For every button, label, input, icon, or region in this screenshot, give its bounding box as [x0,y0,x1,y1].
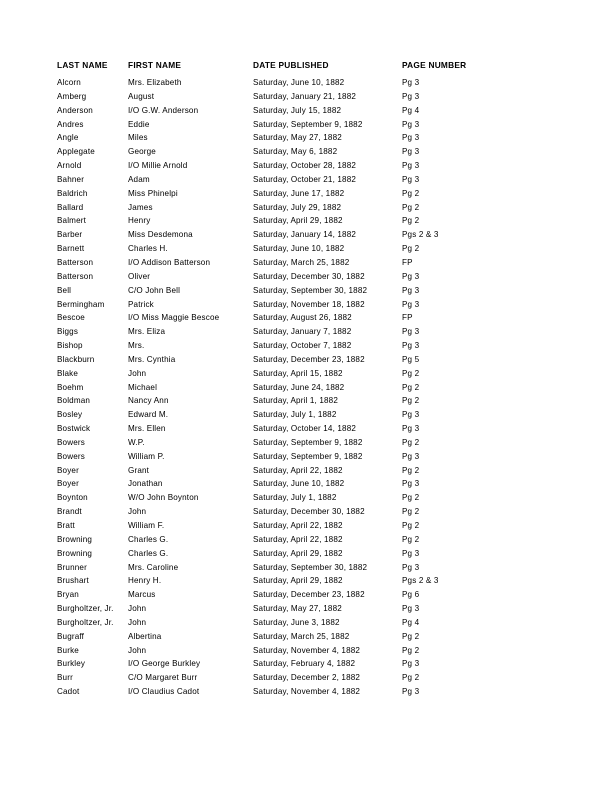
table-row [57,408,557,422]
table-row [57,270,557,284]
cell-last-name: Browning [57,548,93,558]
cell-date-published: Saturday, March 25, 1882 [253,257,350,267]
cell-date-published: Saturday, April 22, 1882 [253,465,343,475]
cell-first-name: Charles H. [128,244,168,254]
cell-last-name: Bowers [57,437,85,447]
cell-page-number: Pg 2 [402,631,420,641]
cell-first-name: John [128,645,147,655]
cell-page-number: Pg 3 [402,119,420,129]
table-row [57,90,557,104]
cell-page-number: Pg 3 [402,161,420,171]
cell-first-name: Mrs. [128,341,145,351]
cell-page-number: Pg 2 [402,188,420,198]
cell-date-published: Saturday, October 7, 1882 [253,341,352,351]
cell-page-number: Pg 3 [402,299,420,309]
cell-date-published: Saturday, December 30, 1882 [253,507,365,517]
cell-date-published: Saturday, September 30, 1882 [253,285,368,295]
cell-page-number: Pg 3 [402,174,420,184]
cell-page-number: Pg 3 [402,410,420,420]
table-row [57,519,557,533]
cell-page-number: Pg 3 [402,271,420,281]
cell-first-name: James [128,202,153,212]
cell-first-name: I/O G.W. Anderson [128,105,199,115]
cell-last-name: Boldman [57,396,91,406]
cell-first-name: Mrs. Caroline [128,562,179,572]
cell-page-number: Pg 2 [402,507,420,517]
cell-date-published: Saturday, April 1, 1882 [253,396,339,406]
cell-date-published: Saturday, September 30, 1882 [253,562,368,572]
cell-last-name: Baldrich [57,188,88,198]
cell-first-name: George [128,147,156,157]
cell-page-number: Pg 2 [402,465,420,475]
cell-first-name: Henry [128,216,151,226]
cell-first-name: Michael [128,382,158,392]
cell-page-number: Pg 6 [402,590,420,600]
table-row [57,339,557,353]
table-row [57,187,557,201]
cell-last-name: Bermingham [57,299,105,309]
table-row [57,671,557,685]
cell-last-name: Boehm [57,382,84,392]
cell-page-number: Pg 2 [402,396,420,406]
cell-page-number: Pg 2 [402,645,420,655]
cell-last-name: Bugraff [57,631,85,641]
cell-last-name: Barber [57,230,83,240]
cell-first-name: Marcus [128,590,156,600]
cell-first-name: John [128,368,147,378]
cell-first-name: Jonathan [128,479,163,489]
cell-last-name: Cadot [57,687,80,697]
table-row [57,145,557,159]
table-row [57,242,557,256]
cell-page-number: Pg 3 [402,548,420,558]
cell-last-name: Burgholtzer, Jr. [57,604,114,614]
cell-first-name: I/O Miss Maggie Bescoe [128,313,220,323]
table-row [57,284,557,298]
table-header [57,55,557,76]
cell-last-name: Burr [57,673,73,683]
cell-last-name: Brushart [57,576,89,586]
cell-first-name: Grant [128,465,150,475]
cell-date-published: Saturday, May 27, 1882 [253,604,342,614]
cell-last-name: Bishop [57,341,83,351]
cell-last-name: Brunner [57,562,87,572]
cell-page-number: Pg 2 [402,382,420,392]
table-row [57,547,557,561]
cell-last-name: Angle [57,133,79,143]
cell-page-number: Pg 2 [402,493,420,503]
cell-date-published: Saturday, August 26, 1882 [253,313,352,323]
cell-page-number: Pg 3 [402,479,420,489]
cell-date-published: Saturday, July 29, 1882 [253,202,342,212]
cell-first-name: Adam [128,174,150,184]
column-header-last-name: LAST NAME [57,60,108,70]
cell-last-name: Bryan [57,590,79,600]
cell-last-name: Bowers [57,451,85,461]
table-row [57,491,557,505]
cell-first-name: Nancy Ann [128,396,169,406]
cell-first-name: Edward M. [128,410,169,420]
table-row [57,436,557,450]
cell-last-name: Batterson [57,257,94,267]
cell-date-published: Saturday, November 4, 1882 [253,687,361,697]
cell-page-number: Pg 3 [402,424,420,434]
cell-last-name: Bescoe [57,313,85,323]
cell-page-number: Pg 2 [402,534,420,544]
table-row [57,256,557,270]
cell-last-name: Biggs [57,327,79,337]
cell-first-name: C/O Margaret Burr [128,673,198,683]
column-header-date-published: DATE PUBLISHED [253,60,329,70]
cell-page-number: Pg 3 [402,285,420,295]
cell-date-published: Saturday, January 21, 1882 [253,91,357,101]
table-body [57,76,557,699]
table-row [57,574,557,588]
cell-page-number: Pg 3 [402,687,420,697]
cell-first-name: Miss Desdemona [128,230,193,240]
cell-page-number: Pg 2 [402,673,420,683]
cell-first-name: Eddie [128,119,150,129]
table-row [57,353,557,367]
cell-first-name: John [128,507,147,517]
table-row [57,602,557,616]
table-row [57,477,557,491]
cell-date-published: Saturday, October 28, 1882 [253,161,357,171]
table-row [57,214,557,228]
cell-page-number: Pg 2 [402,216,420,226]
cell-date-published: Saturday, March 25, 1882 [253,631,350,641]
cell-page-number: FP [402,257,413,267]
table-row [57,298,557,312]
cell-last-name: Burkley [57,659,86,669]
cell-date-published: Saturday, April 29, 1882 [253,216,343,226]
cell-page-number: Pgs 2 & 3 [402,576,439,586]
cell-last-name: Alcorn [57,78,81,87]
cell-date-published: Saturday, April 22, 1882 [253,521,343,530]
table-row [57,381,557,395]
table-row [57,685,557,699]
table-row [57,657,557,671]
cell-first-name: Mrs. Elizabeth [128,78,182,87]
cell-first-name: August [128,91,155,101]
cell-date-published: Saturday, November 18, 1882 [253,299,365,309]
cell-last-name: Blackburn [57,354,95,364]
cell-date-published: Saturday, April 15, 1882 [253,368,343,378]
cell-date-published: Saturday, December 2, 1882 [253,673,361,683]
cell-date-published: Saturday, May 27, 1882 [253,133,342,143]
cell-page-number: Pg 3 [402,91,420,101]
cell-page-number: Pg 5 [402,354,420,364]
cell-first-name: John [128,617,147,627]
table-row [57,450,557,464]
cell-date-published: Saturday, April 29, 1882 [253,576,343,586]
cell-first-name: I/O Claudius Cadot [128,687,200,697]
table-row [57,561,557,575]
cell-last-name: Burke [57,645,79,655]
table-row [57,159,557,173]
cell-last-name: Brandt [57,507,82,517]
cell-page-number: Pg 2 [402,202,420,212]
cell-page-number: Pgs 2 & 3 [402,230,439,240]
cell-first-name: I/O Addison Batterson [128,257,211,267]
cell-date-published: Saturday, October 21, 1882 [253,174,357,184]
cell-first-name: Mrs. Cynthia [128,354,176,364]
cell-page-number: FP [402,313,413,323]
cell-page-number: Pg 4 [402,105,420,115]
cell-last-name: Boynton [57,493,88,503]
cell-date-published: Saturday, June 17, 1882 [253,188,345,198]
table-row [57,630,557,644]
cell-last-name: Arnold [57,161,82,171]
cell-date-published: Saturday, June 10, 1882 [253,479,345,489]
cell-last-name: Batterson [57,271,94,281]
cell-first-name: Mrs. Ellen [128,424,166,434]
cell-page-number: Pg 3 [402,147,420,157]
cell-last-name: Amberg [57,91,87,101]
table-row [57,228,557,242]
cell-page-number: Pg 3 [402,604,420,614]
cell-page-number: Pg 3 [402,133,420,143]
cell-first-name: I/O George Burkley [128,659,201,669]
cell-page-number: Pg 3 [402,659,420,669]
cell-date-published: Saturday, April 29, 1882 [253,548,343,558]
cell-first-name: William P. [128,451,165,461]
table-header-row [57,55,557,76]
cell-last-name: Blake [57,368,79,378]
cell-first-name: C/O John Bell [128,285,181,295]
cell-page-number: Pg 3 [402,341,420,351]
cell-date-published: Saturday, July 1, 1882 [253,410,337,420]
cell-first-name: I/O Millie Arnold [128,161,188,171]
cell-last-name: Boyer [57,465,79,475]
table-row [57,422,557,436]
table-row [57,76,557,90]
cell-first-name: Oliver [128,271,151,281]
cell-date-published: Saturday, June 24, 1882 [253,382,345,392]
cell-first-name: William F. [128,521,165,530]
table-row [57,616,557,630]
cell-last-name: Bell [57,285,72,295]
cell-date-published: Saturday, December 23, 1882 [253,354,365,364]
cell-first-name: John [128,604,147,614]
table-row [57,533,557,547]
cell-page-number: Pg 2 [402,521,420,530]
cell-date-published: Saturday, February 4, 1882 [253,659,356,669]
cell-first-name: W/O John Boynton [128,493,199,503]
cell-date-published: Saturday, January 14, 1882 [253,230,357,240]
cell-last-name: Bosley [57,410,83,420]
cell-date-published: Saturday, June 3, 1882 [253,617,340,627]
cell-date-published: Saturday, May 6, 1882 [253,147,338,157]
column-header-page-number: PAGE NUMBER [402,60,467,70]
cell-page-number: Pg 2 [402,368,420,378]
cell-first-name: Henry H. [128,576,162,586]
table-row [57,644,557,658]
cell-date-published: Saturday, June 10, 1882 [253,244,345,254]
cell-first-name: Charles G. [128,548,169,558]
table-row [57,118,557,132]
table-row [57,201,557,215]
cell-date-published: Saturday, December 23, 1882 [253,590,365,600]
cell-first-name: Mrs. Eliza [128,327,166,337]
cell-date-published: Saturday, September 9, 1882 [253,451,363,461]
cell-last-name: Ballard [57,202,84,212]
table-row [57,394,557,408]
table-row [57,131,557,145]
cell-date-published: Saturday, September 9, 1882 [253,437,363,447]
cell-date-published: Saturday, November 4, 1882 [253,645,361,655]
name-index-table [57,55,557,699]
cell-date-published: Saturday, January 7, 1882 [253,327,352,337]
cell-last-name: Applegate [57,147,95,157]
table-row [57,464,557,478]
cell-last-name: Barnett [57,244,85,254]
cell-page-number: Pg 3 [402,562,420,572]
cell-first-name: W.P. [128,437,145,447]
cell-last-name: Balmert [57,216,87,226]
cell-first-name: Miss Phinelpi [128,188,178,198]
cell-date-published: Saturday, December 30, 1882 [253,271,365,281]
cell-page-number: Pg 2 [402,437,420,447]
table-row [57,588,557,602]
cell-first-name: Albertina [128,631,162,641]
cell-first-name: Patrick [128,299,154,309]
cell-page-number: Pg 4 [402,617,420,627]
table-row [57,173,557,187]
table-row [57,311,557,325]
cell-last-name: Andres [57,119,84,129]
cell-last-name: Bahner [57,174,85,184]
cell-first-name: Charles G. [128,534,169,544]
cell-date-published: Saturday, July 1, 1882 [253,493,337,503]
table-row [57,505,557,519]
cell-date-published: Saturday, July 15, 1882 [253,105,342,115]
table-row [57,104,557,118]
cell-date-published: Saturday, June 10, 1882 [253,78,345,87]
table-row [57,325,557,339]
cell-last-name: Browning [57,534,93,544]
cell-page-number: Pg 2 [402,244,420,254]
cell-date-published: Saturday, October 14, 1882 [253,424,357,434]
cell-last-name: Anderson [57,105,93,115]
cell-last-name: Bostwick [57,424,91,434]
column-header-first-name: FIRST NAME [128,60,182,70]
cell-page-number: Pg 3 [402,327,420,337]
cell-last-name: Bratt [57,521,75,530]
cell-last-name: Boyer [57,479,79,489]
table-row [57,367,557,381]
cell-page-number: Pg 3 [402,78,420,87]
cell-page-number: Pg 3 [402,451,420,461]
cell-last-name: Burgholtzer, Jr. [57,617,114,627]
cell-date-published: Saturday, September 9, 1882 [253,119,363,129]
cell-first-name: Miles [128,133,148,143]
cell-date-published: Saturday, April 22, 1882 [253,534,343,544]
